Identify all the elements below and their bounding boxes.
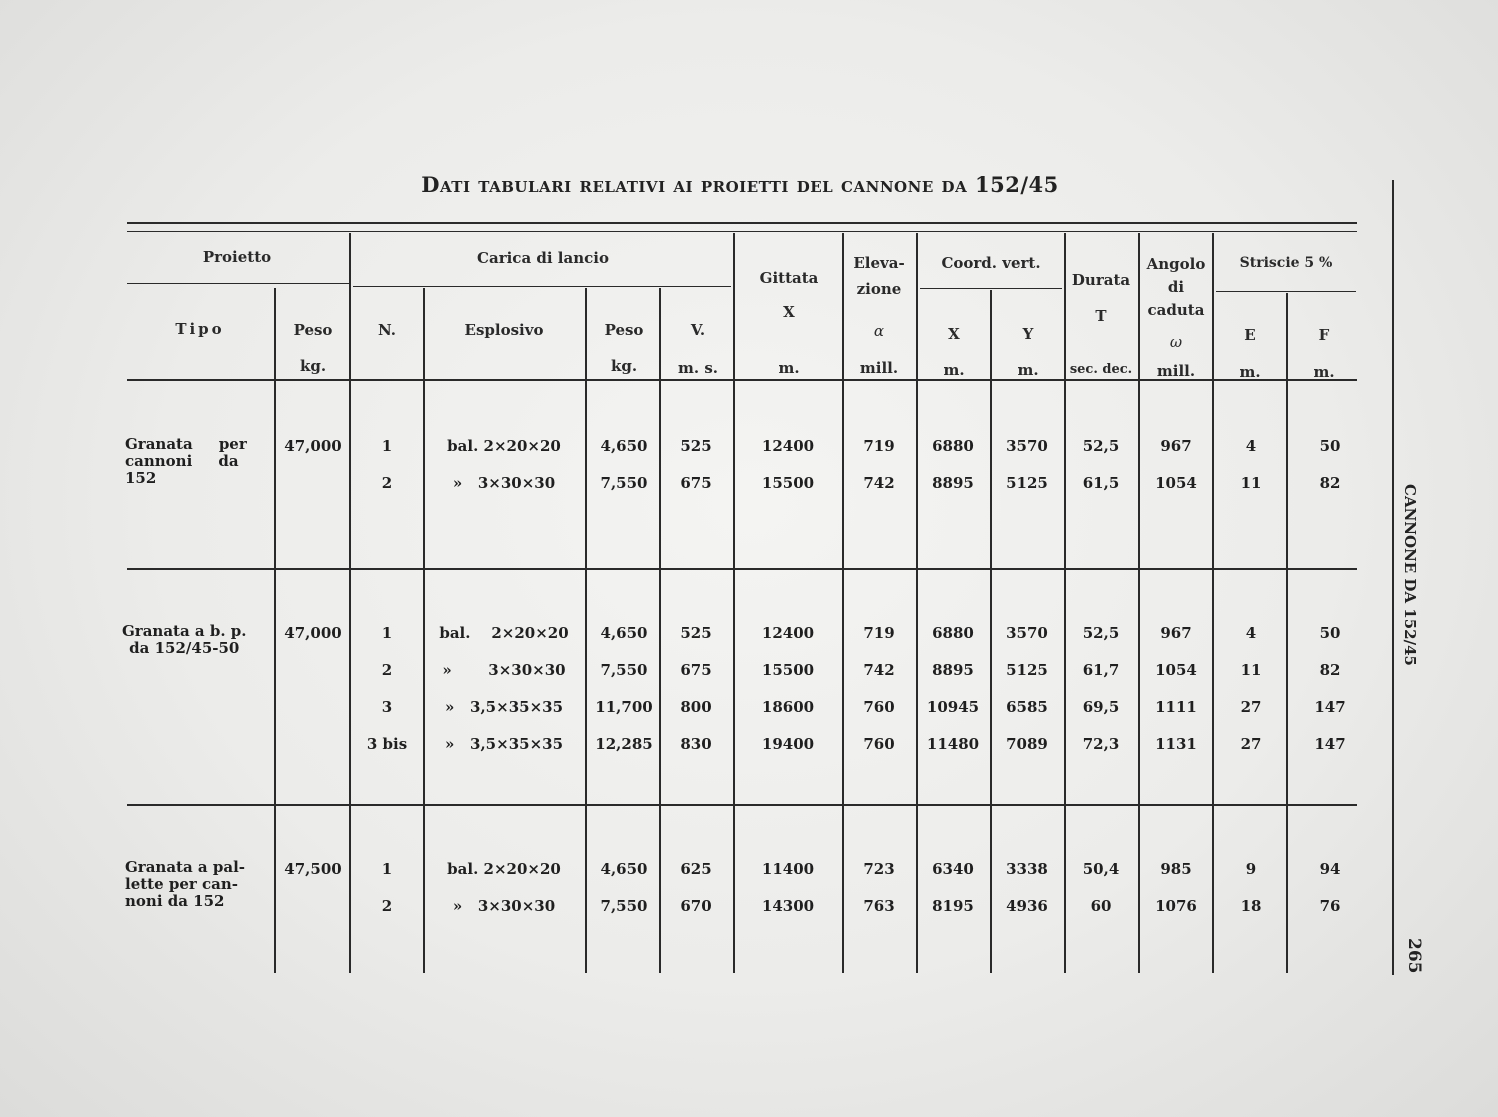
header-e-unit: m. bbox=[1239, 363, 1261, 381]
header-proietto: Proietto bbox=[202, 248, 272, 266]
cell-angolo: 967 bbox=[1160, 437, 1192, 455]
cell-velocita: 800 bbox=[680, 698, 712, 716]
cell-gittata: 15500 bbox=[761, 474, 815, 492]
cell-n: 2 bbox=[381, 661, 393, 679]
group-peso: 47,000 bbox=[284, 624, 342, 642]
header-coord-x-unit: m. bbox=[943, 361, 965, 379]
header-v: V. bbox=[690, 321, 706, 339]
group-tipo bbox=[125, 859, 245, 910]
header-gittata-sym: X bbox=[783, 303, 795, 321]
header-n: N. bbox=[378, 321, 396, 339]
cell-elevazione: 719 bbox=[863, 437, 895, 455]
cell-peso-carica: 11,700 bbox=[595, 698, 653, 716]
cell-n: 3 bis bbox=[366, 735, 408, 753]
cell-n: 1 bbox=[381, 860, 393, 878]
cell-durata: 69,5 bbox=[1082, 698, 1120, 716]
col-line-pesocarica bbox=[659, 288, 661, 973]
cell-peso-carica: 4,650 bbox=[600, 624, 648, 642]
cell-striscia-f: 76 bbox=[1319, 897, 1341, 915]
header-elevazione: Eleva- bbox=[853, 254, 905, 272]
cell-striscia-e: 27 bbox=[1240, 735, 1262, 753]
cell-striscia-e: 9 bbox=[1245, 860, 1257, 878]
group-tipo-line: Granata a pal- bbox=[125, 858, 245, 876]
cell-esplosivo: » 3,5×35×35 bbox=[444, 698, 564, 716]
cell-velocita: 670 bbox=[680, 897, 712, 915]
header-angolo-3: caduta bbox=[1147, 301, 1205, 319]
header-subrule-proietto bbox=[127, 283, 349, 284]
cell-n: 1 bbox=[381, 437, 393, 455]
cell-angolo: 1111 bbox=[1155, 698, 1197, 716]
header-peso-carica-unit: kg. bbox=[610, 357, 638, 375]
side-rule bbox=[1392, 180, 1394, 975]
page-number: 265 bbox=[1404, 938, 1424, 974]
cell-coord-y: 7089 bbox=[1006, 735, 1048, 753]
cell-coord-y: 3570 bbox=[1006, 624, 1048, 642]
header-carica: Carica di lancio bbox=[477, 249, 609, 267]
header-peso-proietto-unit: kg. bbox=[299, 357, 327, 375]
cell-n: 2 bbox=[381, 474, 393, 492]
header-strisce: Striscie 5 % bbox=[1239, 255, 1333, 271]
cell-n: 2 bbox=[381, 897, 393, 915]
cell-peso-carica: 4,650 bbox=[600, 860, 648, 878]
col-line-e bbox=[1286, 293, 1288, 973]
cell-gittata: 15500 bbox=[761, 661, 815, 679]
cell-gittata: 19400 bbox=[761, 735, 815, 753]
cell-gittata: 14300 bbox=[761, 897, 815, 915]
header-coord-x: X bbox=[948, 325, 960, 343]
cell-coord-y: 5125 bbox=[1006, 661, 1048, 679]
cell-coord-x: 10945 bbox=[926, 698, 980, 716]
cell-peso-carica: 7,550 bbox=[600, 474, 648, 492]
group-tipo-line: noni da 152 bbox=[125, 892, 225, 910]
cell-durata: 52,5 bbox=[1082, 437, 1120, 455]
group-tipo-line: 152 bbox=[125, 469, 157, 487]
header-subrule-strisce bbox=[1216, 291, 1356, 292]
cell-striscia-f: 147 bbox=[1314, 735, 1346, 753]
header-durata-unit: sec. dec. bbox=[1069, 362, 1133, 377]
cell-elevazione: 723 bbox=[863, 860, 895, 878]
header-gittata-unit: m. bbox=[778, 359, 800, 377]
cell-durata: 72,3 bbox=[1082, 735, 1120, 753]
col-line-cy bbox=[1064, 233, 1066, 973]
col-line-n bbox=[423, 288, 425, 973]
cell-striscia-e: 27 bbox=[1240, 698, 1262, 716]
header-e: E bbox=[1244, 326, 1256, 344]
cell-esplosivo: bal. 2×20×20 bbox=[447, 437, 561, 455]
side-header: CANNONE DA 152/45 bbox=[1401, 484, 1419, 666]
header-subrule-coord bbox=[920, 288, 1062, 289]
cell-durata: 50,4 bbox=[1082, 860, 1120, 878]
cell-coord-x: 8195 bbox=[932, 897, 974, 915]
cell-durata: 52,5 bbox=[1082, 624, 1120, 642]
cell-angolo: 1054 bbox=[1155, 661, 1197, 679]
header-coord-y: Y bbox=[1022, 325, 1034, 343]
cell-velocita: 525 bbox=[680, 624, 712, 642]
cell-elevazione: 760 bbox=[863, 735, 895, 753]
cell-elevazione: 763 bbox=[863, 897, 895, 915]
cell-coord-y: 6585 bbox=[1006, 698, 1048, 716]
header-esplosivo: Esplosivo bbox=[464, 321, 544, 339]
group-tipo-line: Granata a b. p. bbox=[122, 622, 247, 640]
cell-esplosivo: » 3×30×30 bbox=[452, 897, 556, 915]
cell-coord-x: 6880 bbox=[932, 437, 974, 455]
page-title: Dati tabulari relativi ai proietti del cannone da 152/45 bbox=[421, 172, 1059, 197]
header-peso-proietto: Peso bbox=[293, 321, 333, 339]
cell-peso-carica: 7,550 bbox=[600, 661, 648, 679]
cell-coord-x: 6880 bbox=[932, 624, 974, 642]
cell-angolo: 1054 bbox=[1155, 474, 1197, 492]
group-tipo-line: Granata per bbox=[125, 435, 247, 453]
header-angolo-sym: ω bbox=[1169, 333, 1183, 351]
cell-coord-x: 6340 bbox=[932, 860, 974, 878]
cell-coord-x: 8895 bbox=[932, 661, 974, 679]
group-tipo-line: lette per can- bbox=[125, 875, 239, 893]
cell-striscia-f: 147 bbox=[1314, 698, 1346, 716]
header-gittata: Gittata bbox=[759, 269, 819, 287]
cell-velocita: 675 bbox=[680, 474, 712, 492]
cell-peso-carica: 4,650 bbox=[600, 437, 648, 455]
col-line-cx bbox=[990, 290, 992, 973]
group-peso: 47,500 bbox=[284, 860, 342, 878]
cell-coord-x: 11480 bbox=[926, 735, 980, 753]
header-v-unit: m. s. bbox=[678, 359, 718, 377]
cell-angolo: 1131 bbox=[1155, 735, 1197, 753]
col-line-gittata bbox=[842, 233, 844, 973]
cell-esplosivo: » 3×30×30 bbox=[452, 474, 556, 492]
cell-gittata: 18600 bbox=[761, 698, 815, 716]
cell-durata: 61,7 bbox=[1082, 661, 1120, 679]
cell-striscia-e: 18 bbox=[1240, 897, 1262, 915]
cell-n: 3 bbox=[381, 698, 393, 716]
header-angolo-unit: mill. bbox=[1156, 362, 1196, 380]
header-elevazione-unit: mill. bbox=[859, 359, 899, 377]
col-line-tipo bbox=[274, 288, 276, 973]
cell-coord-y: 3570 bbox=[1006, 437, 1048, 455]
cell-velocita: 525 bbox=[680, 437, 712, 455]
cell-gittata: 11400 bbox=[761, 860, 815, 878]
cell-coord-x: 8895 bbox=[932, 474, 974, 492]
cell-esplosivo: bal. 2×20×20 bbox=[447, 860, 561, 878]
col-line-esplosivo bbox=[585, 288, 587, 973]
cell-coord-y: 3338 bbox=[1006, 860, 1048, 878]
cell-elevazione: 742 bbox=[863, 474, 895, 492]
group-tipo bbox=[122, 623, 247, 657]
header-durata: Durata bbox=[1071, 271, 1131, 289]
top-rule-thin bbox=[127, 231, 1357, 232]
cell-velocita: 675 bbox=[680, 661, 712, 679]
col-line-angolo bbox=[1212, 233, 1214, 973]
col-line-peso bbox=[349, 233, 351, 973]
group-tipo bbox=[125, 436, 247, 487]
cell-esplosivo: » 3,5×35×35 bbox=[444, 735, 564, 753]
cell-peso-carica: 7,550 bbox=[600, 897, 648, 915]
top-rule bbox=[127, 222, 1357, 224]
cell-striscia-e: 11 bbox=[1240, 474, 1262, 492]
cell-durata: 61,5 bbox=[1082, 474, 1120, 492]
group-separator-1 bbox=[127, 568, 1357, 570]
cell-esplosivo: » 3×30×30 bbox=[442, 661, 566, 679]
cell-elevazione: 760 bbox=[863, 698, 895, 716]
cell-coord-y: 4936 bbox=[1006, 897, 1048, 915]
cell-coord-y: 5125 bbox=[1006, 474, 1048, 492]
header-f-unit: m. bbox=[1313, 363, 1335, 381]
group-tipo-line: cannoni da bbox=[125, 452, 239, 470]
header-elevazione-sym: α bbox=[873, 322, 885, 340]
cell-gittata: 12400 bbox=[761, 437, 815, 455]
header-angolo: Angolo bbox=[1146, 255, 1206, 273]
cell-striscia-f: 50 bbox=[1319, 437, 1341, 455]
cell-striscia-e: 11 bbox=[1240, 661, 1262, 679]
cell-striscia-e: 4 bbox=[1245, 437, 1257, 455]
cell-angolo: 967 bbox=[1160, 624, 1192, 642]
cell-striscia-f: 82 bbox=[1319, 474, 1341, 492]
header-subrule-carica bbox=[353, 286, 731, 287]
cell-esplosivo: bal. 2×20×20 bbox=[439, 624, 569, 642]
cell-elevazione: 719 bbox=[863, 624, 895, 642]
group-tipo-line: da 152/45-50 bbox=[129, 639, 240, 657]
header-coord: Coord. vert. bbox=[941, 254, 1041, 272]
cell-angolo: 1076 bbox=[1155, 897, 1197, 915]
cell-striscia-f: 82 bbox=[1319, 661, 1341, 679]
cell-velocita: 625 bbox=[680, 860, 712, 878]
header-angolo-2: di bbox=[1167, 278, 1185, 296]
col-line-v bbox=[733, 233, 735, 973]
cell-striscia-e: 4 bbox=[1245, 624, 1257, 642]
cell-striscia-f: 94 bbox=[1319, 860, 1341, 878]
cell-durata: 60 bbox=[1090, 897, 1112, 915]
group-separator-2 bbox=[127, 804, 1357, 806]
header-tipo: Tipo bbox=[175, 320, 225, 338]
cell-n: 1 bbox=[381, 624, 393, 642]
header-elevazione-2: zione bbox=[856, 280, 902, 298]
cell-velocita: 830 bbox=[680, 735, 712, 753]
cell-striscia-f: 50 bbox=[1319, 624, 1341, 642]
header-f: F bbox=[1318, 326, 1330, 344]
col-line-elevazione bbox=[916, 233, 918, 973]
group-peso: 47,000 bbox=[284, 437, 342, 455]
cell-angolo: 985 bbox=[1160, 860, 1192, 878]
header-coord-y-unit: m. bbox=[1017, 361, 1039, 379]
header-peso-carica: Peso bbox=[604, 321, 644, 339]
col-line-durata bbox=[1138, 233, 1140, 973]
cell-peso-carica: 12,285 bbox=[595, 735, 653, 753]
cell-gittata: 12400 bbox=[761, 624, 815, 642]
header-durata-sym: T bbox=[1095, 307, 1107, 325]
cell-elevazione: 742 bbox=[863, 661, 895, 679]
